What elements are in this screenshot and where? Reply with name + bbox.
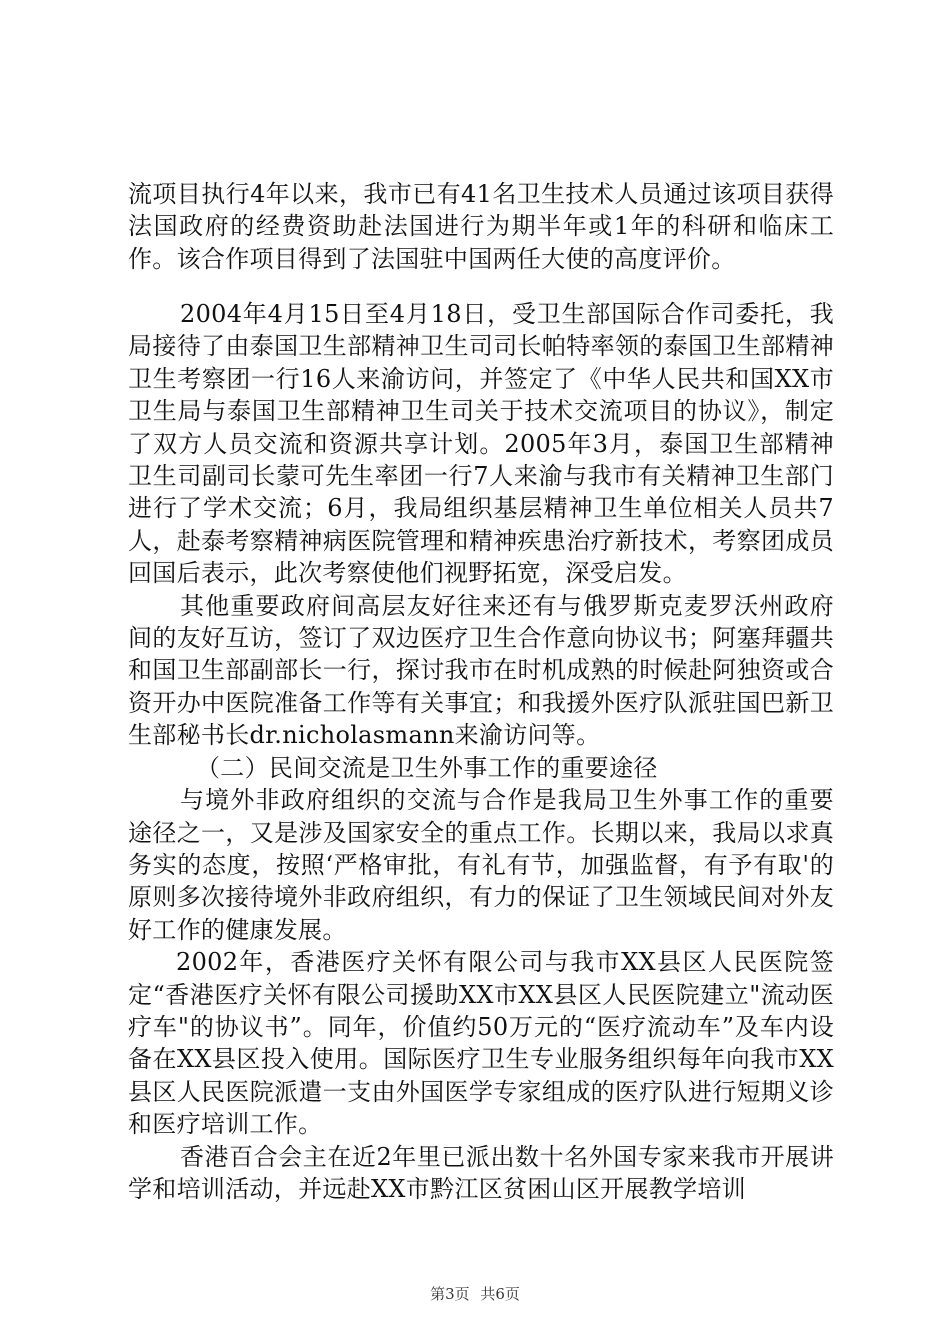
text-block-top <box>128 178 834 275</box>
page-number: 第3页 <box>430 1285 470 1303</box>
paragraph-hongkong-medical-care: 2002年，香港医疗关怀有限公司与我市XX县区人民医院签定“香港医疗关怀有限公司援助XX市XX县区人民医院建立"流动医疗车"的协议书”。同年，价值约50万元的“医疗流动车”及车内设备在XX县区投入使用。国际医疗卫生专业服务组织每年向我市XX县区人民医院派遣一支由外国医学专家组成的医疗队进行短期义诊和医疗培训工作。 <box>128 948 834 1139</box>
paragraph-hongkong-lily: 香港百合会主在近2年里已派出数十名外国专家来我市开展讲学和培训活动，并远赴XX市黔江区贫困山区开展教学培训 <box>128 1142 834 1203</box>
page-total: 共6页 <box>480 1285 520 1303</box>
paragraph-other-exchanges: 其他重要政府间高层友好往来还有与俄罗斯克麦罗沃州政府间的友好互访，签订了双边医疗卫生合作意向协议书；阿塞拜疆共和国卫生部副部长一行，探讨我市在时机成熟的时候赴阿独资或合资开办中医院准备工作等有关事宜；和我援外医疗队派驻国巴新卫生部秘书长dr.nicholasmann来渝访问等。 <box>128 591 834 750</box>
paragraph-continuation: 流项目执行4年以来，我市已有41名卫生技术人员通过该项目获得法国政府的经费资助赴法国进行为期半年或1年的科研和临床工作。该合作项目得到了法国驻中国两任大使的高度评价。 <box>128 180 834 273</box>
paragraph-thailand-exchange: 2004年4月15日至4月18日，受卫生部国际合作司委托，我局接待了由泰国卫生部精神卫生司司长帕特率领的泰国卫生部精神卫生考察团一行16人来渝访问，并签定了《中华人民共和国XX市卫生局与泰国卫生部精神卫生司关于技术交流项目的协议》，制定了双方人员交流和资源共享计划。2005年3月，泰国卫生部精神卫生司副司长蒙可先生率团一行7人来渝与我市有关精神卫生部门进行了学术交流；6月，我局组织基层精神卫生单位相关人员共7人，赴泰考察精神病医院管理和精神疾患治疗新技术，考察团成员回国后表示，此次考察使他们视野拓宽，深受启发。 <box>128 300 834 588</box>
paragraph-ngo-cooperation: 与境外非政府组织的交流与合作是我局卫生外事工作的重要途径之一，又是涉及国家安全的重点工作。长期以来，我局以求真务实的态度，按照‘严格审批，有礼有节，加强监督，有予有取'的原则多次接待境外非政府组织，有力的保证了卫生领域民间对外友好工作的健康发展。 <box>128 786 834 944</box>
page-footer <box>0 1283 950 1304</box>
section-heading: （二）民间交流是卫生外事工作的重要途径 <box>196 753 658 782</box>
text-block-main <box>128 298 834 1205</box>
